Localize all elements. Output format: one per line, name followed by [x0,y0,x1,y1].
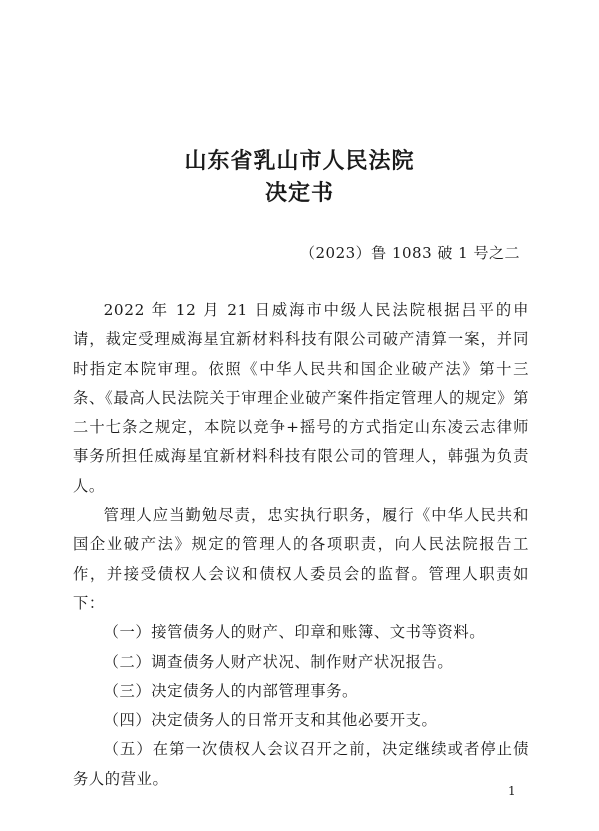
paragraph-duties-intro: 管理人应当勤勉尽责，忠实执行职务，履行《中华人民共和国企业破产法》规定的管理人的各项职责，向人民法院报告工作，并接受债权人会议和债权人委员会的监督。管理人职责如下： [73,506,529,612]
duty-item-4: （四）决定债务人的日常开支和其他必要开支。 [103,711,438,730]
document-type-heading: 决定书 [264,180,334,206]
document-body [73,296,529,794]
duty-item-2: （二）调查债务人财产状况、制作财产状况报告。 [103,652,454,671]
court-name-heading: 山东省乳山市人民法院 [184,148,415,174]
duty-item-5: （五）在第一次债权人会议召开之前，决定继续或者停止债务人的营业。 [73,740,529,788]
case-number: （2023）鲁 1083 破 1 号之二 [300,244,520,262]
duty-item-3: （三）决定债务人的内部管理事务。 [103,681,358,700]
paragraph-background: 2022 年 12 月 21 日威海市中级人民法院根据吕平的申请，裁定受理威海星宜新材料科技有限公司破产清算一案，并同时指定本院审理。依照《中华人民共和国企业破产法》第十三条、《最高人民法院关于审理企业破产案件指定管理人的规定》第二十七条之规定，本院以竞争+摇号的方式指定山东凌云志律师事务所担任威海星宜新材料科技有限公司的管理人，韩强为负责人。 [73,301,529,495]
page-number: 1 [508,784,516,798]
duty-item-1: （一）接管债务人的财产、印章和账簿、文书等资料。 [103,623,486,642]
